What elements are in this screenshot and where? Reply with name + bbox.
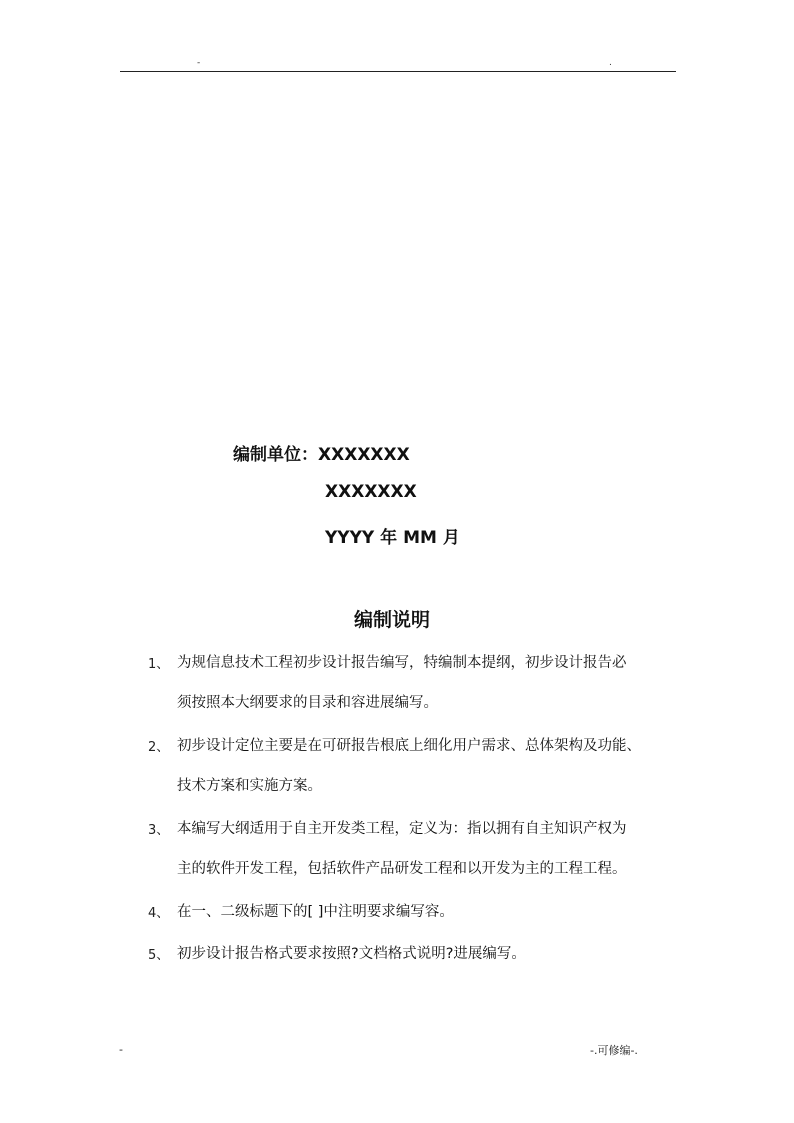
list-item-number: 3、 [148, 823, 170, 838]
list-item-text: 为规信息技术工程初步设计报告编写，特编制本提纲，初步设计报告必 [177, 655, 627, 671]
header-left-mark: - [197, 58, 201, 68]
list-item-text: 技术方案和实施方案。 [177, 778, 322, 794]
list-item-text: 主的软件开发工程，包括软件产品研发工程和以开发为主的工程工程。 [177, 861, 627, 877]
compiling-unit-name: XXXXXXX [325, 482, 417, 502]
footer-left-mark: - [119, 1043, 123, 1056]
compiling-unit-label: 编制单位：XXXXXXX [233, 445, 410, 465]
notes-title: 编制说明 [354, 609, 431, 631]
header-divider [120, 71, 676, 72]
list-item-text: 初步设计定位主要是在可研报告根底上细化用户需求、总体架构及功能、 [177, 738, 641, 754]
list-item-number: 2、 [148, 740, 170, 755]
list-item-text: 须按照本大纲要求的目录和容进展编写。 [177, 695, 438, 711]
list-item-text: 在一、二级标题下的[ ]中注明要求编写容。 [177, 904, 454, 920]
list-item-number: 5、 [148, 948, 170, 963]
list-item-text: 本编写大纲适用于自主开发类工程，定义为：指以拥有自主知识产权为 [177, 821, 627, 837]
list-item-number: 1、 [148, 657, 170, 672]
header-right-mark: . [609, 58, 612, 68]
compiling-date: YYYY 年 MM 月 [325, 528, 460, 548]
list-item-text: 初步设计报告格式要求按照?文档格式说明?进展编写。 [177, 946, 526, 962]
list-item-number: 4、 [148, 906, 170, 921]
footer-editable-note: -.可修编-. [590, 1044, 638, 1057]
